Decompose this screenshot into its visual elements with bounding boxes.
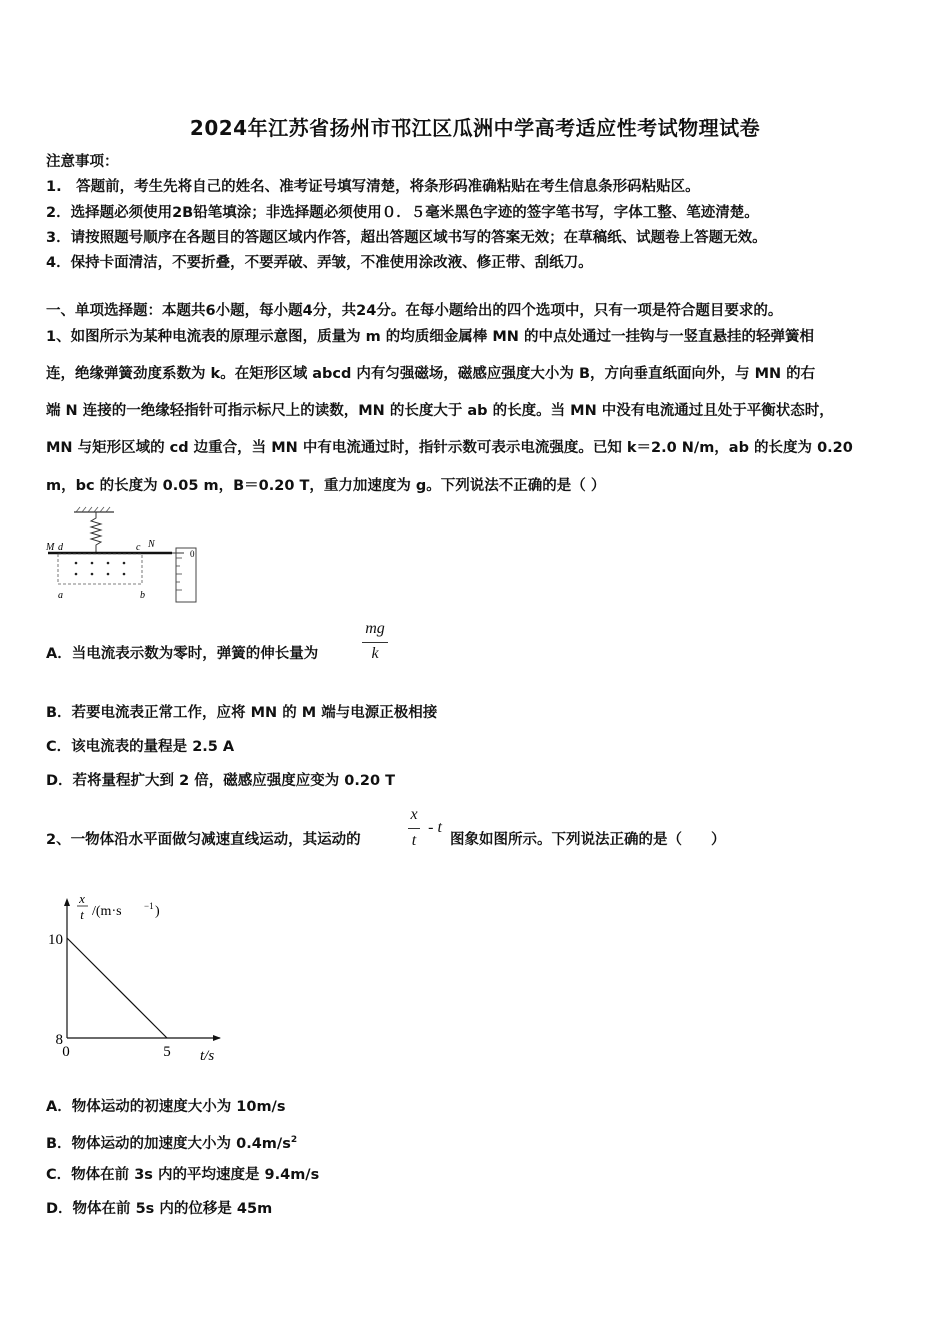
option-b-text: B．物体运动的加速度大小为 0.4m/s [46,1135,291,1152]
label-b: b [140,590,145,601]
page-title: 2024年江苏省扬州市邗江区瓜洲中学高考适应性考试物理试卷 [189,116,761,140]
ylabel-unit: /(m·s [92,904,122,919]
scale-zero: 0 [190,549,195,559]
x-tick-label: 5 [163,1044,171,1060]
fraction-numerator: mg [365,620,385,637]
option-d[interactable]: D．物体在前 5s 内的位移是 45m [46,1201,273,1217]
fraction-numerator: x [410,806,418,823]
option-b[interactable] [46,1130,297,1154]
fraction-denominator: t [411,832,417,849]
x-axis-label: t/s [200,1048,215,1064]
option-d[interactable]: D．若将量程扩大到 2 倍，磁感应强度应变为 0.20 T [46,773,395,789]
notice-item: 1. 答题前，考生先将自己的姓名、准考证号填写清楚，将条形码准确粘贴在考生信息条形码粘贴区。 [46,179,700,195]
q1-stem-line: 1、如图所示为某种电流表的原理示意图，质量为 m 的均质细金属棒 MN 的中点处通过一挂钩与一竖直悬挂的轻弹簧相 [46,329,814,345]
label-n: N [148,539,155,550]
fraction-tail: - t [428,819,442,836]
fraction-denominator: k [371,645,379,662]
option-a[interactable]: A．物体运动的初速度大小为 10m/s [46,1099,286,1115]
x-tick-label: 0 [62,1044,70,1060]
ylabel-close: ) [155,904,160,919]
notice-item: 4．保持卡面清洁，不要折叠，不要弄破、弄皱，不准使用涂改液、修正带、刮纸刀。 [46,255,593,271]
label-m: M [46,542,55,553]
option-b-sup: 2 [290,1135,298,1145]
q2-stem-tail: 图象如图所示。下列说法正确的是（ ） [450,832,726,848]
section-heading: 一、单项选择题：本题共6小题，每小题4分，共24分。在每小题给出的四个选项中，只有一项是符合题目要求的。 [46,303,783,319]
y-axis-label [77,891,160,922]
y-tick-label: 8 [55,1032,63,1048]
q1-stem-line: m，bc 的长度为 0.05 m，B＝0.20 T，重力加速度为 g。下列说法不正确的是（ ） [46,478,606,494]
fraction-bar [362,642,388,643]
fraction-bar [408,828,420,829]
option-c[interactable]: C．该电流表的量程是 2.5 A [46,739,235,755]
label-d: d [58,542,63,553]
q2-chart [40,890,240,1070]
option-c[interactable]: C．物体在前 3s 内的平均速度是 9.4m/s [46,1167,320,1183]
label-c: c [136,542,141,553]
y-axis-arrow [64,898,70,906]
option-b[interactable]: B．若要电流表正常工作，应将 MN 的 M 端与电源正极相接 [46,705,438,721]
notice-item: 2．选择题必须使用2B铅笔填涂；非选择题必须使用０．５毫米黑色字迹的签字笔书写，字体工整、笔迹清楚。 [46,205,759,221]
label-a: a [58,590,63,601]
q1-stem-line: 连，绝缘弹簧劲度系数为 k。在矩形区域 abcd 内有匀强磁场，磁感应强度大小为 B，方向垂直纸面向外，与 MN 的右 [46,366,816,382]
ylabel-den: t [80,907,84,922]
q1-stem-line: MN 与矩形区域的 cd 边重合，当 MN 中有电流通过时，指针示数可表示电流强度。已知 k＝2.0 N/m，ab 的长度为 0.20 [46,440,853,456]
q2-stem: 2、一物体沿水平面做匀减速直线运动，其运动的 [46,832,361,848]
spring-icon [91,512,101,552]
y-tick-label: 10 [48,932,63,948]
ylabel-sup: −1 [144,901,154,911]
notice-item: 3．请按照题号顺序在各题目的答题区域内作答，超出答题区域书写的答案无效；在草稿纸、试题卷上答题无效。 [46,230,767,246]
q1-ammeter-figure [44,506,204,606]
field-region [58,554,142,584]
q1-stem-line: 端 N 连接的一绝缘轻指针可指示标尺上的读数，MN 的长度大于 ab 的长度。当 MN 中没有电流通过且处于平衡状态时， [46,403,834,419]
x-axis-arrow [213,1035,221,1041]
notice-heading: 注意事项： [46,154,119,170]
option-a[interactable]: A．当电流表示数为零时，弹簧的伸长量为 [46,646,319,662]
data-line [67,938,167,1038]
ylabel-num: x [79,891,85,906]
